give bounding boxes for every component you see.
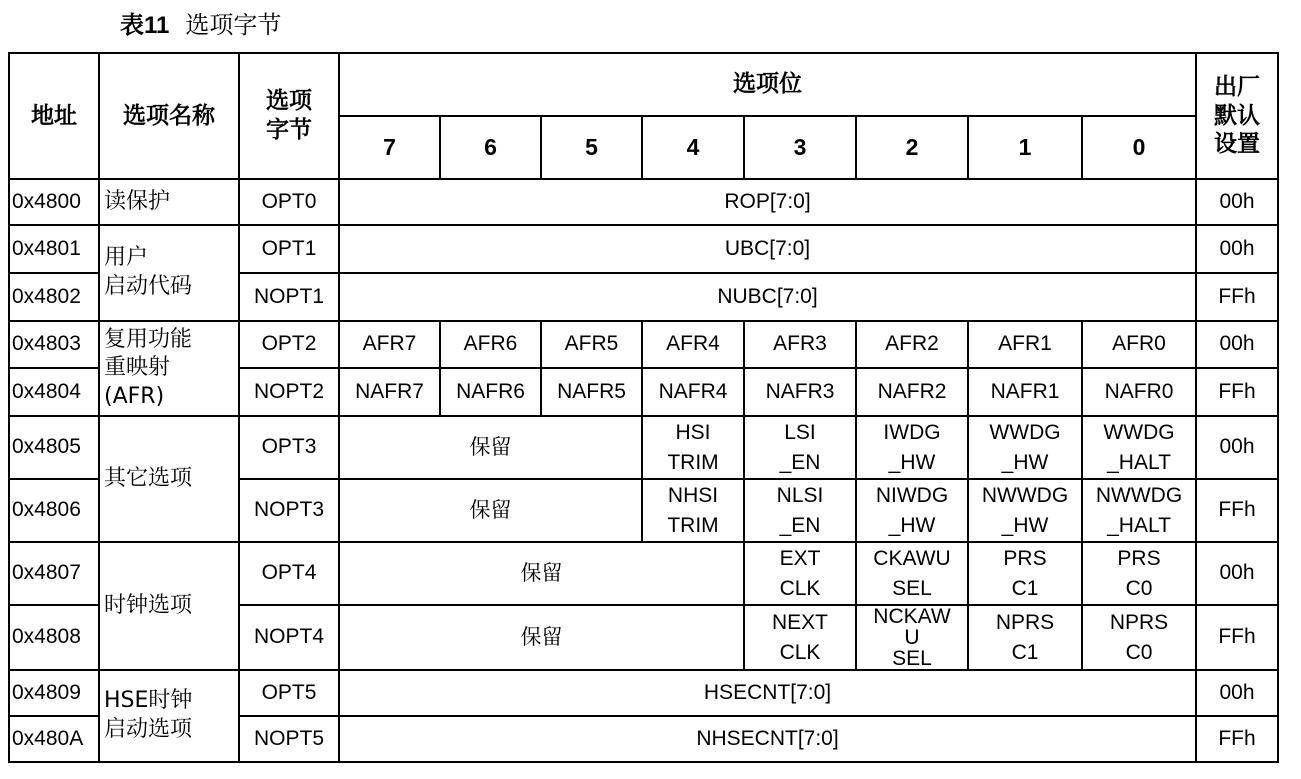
header-factory-default: 出厂 默认 设置 bbox=[1196, 53, 1278, 179]
table-number: 表11 bbox=[120, 12, 170, 39]
default-value-cell: FFh bbox=[1196, 273, 1278, 321]
option-name-clock: 时钟选项 bbox=[99, 542, 239, 670]
default-value-cell: 00h bbox=[1196, 670, 1278, 716]
default-value-cell: 00h bbox=[1196, 321, 1278, 368]
bit-cell: PRS C1 bbox=[968, 542, 1082, 605]
reserved-cell: 保留 bbox=[339, 479, 642, 542]
option-name-ubc: 用户 启动代码 bbox=[99, 225, 239, 321]
option-value-cell: HSECNT[7:0] bbox=[339, 670, 1196, 716]
option-value-cell: NHSECNT[7:0] bbox=[339, 716, 1196, 762]
address-cell: 0x4808 bbox=[9, 605, 99, 670]
default-value-cell: FFh bbox=[1196, 605, 1278, 670]
address-cell: 0x4809 bbox=[9, 670, 99, 716]
default-value-cell: 00h bbox=[1196, 225, 1278, 273]
bit-cell: AFR3 bbox=[744, 321, 856, 368]
header-bit-5: 5 bbox=[541, 116, 642, 179]
option-byte-cell: OPT4 bbox=[239, 542, 339, 605]
address-cell: 0x4807 bbox=[9, 542, 99, 605]
address-cell: 0x4803 bbox=[9, 321, 99, 368]
reserved-cell: 保留 bbox=[339, 605, 744, 670]
option-value-cell: UBC[7:0] bbox=[339, 225, 1196, 273]
option-name-other: 其它选项 bbox=[99, 416, 239, 542]
option-value-cell: ROP[7:0] bbox=[339, 179, 1196, 225]
header-option-byte: 选项 字节 bbox=[239, 53, 339, 179]
bit-cell: AFR5 bbox=[541, 321, 642, 368]
address-cell: 0x480A bbox=[9, 716, 99, 762]
bit-cell: AFR7 bbox=[339, 321, 440, 368]
header-bit-2: 2 bbox=[856, 116, 968, 179]
header-bit-0: 0 bbox=[1082, 116, 1196, 179]
bit-cell: CKAWU SEL bbox=[856, 542, 968, 605]
option-byte-cell: NOPT2 bbox=[239, 368, 339, 416]
address-cell: 0x4801 bbox=[9, 225, 99, 273]
header-bit-6: 6 bbox=[440, 116, 541, 179]
header-option-name: 选项名称 bbox=[99, 53, 239, 179]
bit-cell: NPRS C0 bbox=[1082, 605, 1196, 670]
bit-cell: NAFR6 bbox=[440, 368, 541, 416]
option-byte-cell: OPT5 bbox=[239, 670, 339, 716]
bit-cell: IWDG _HW bbox=[856, 416, 968, 479]
header-bit-4: 4 bbox=[642, 116, 744, 179]
bit-cell: NAFR2 bbox=[856, 368, 968, 416]
bit-cell: WWDG _HALT bbox=[1082, 416, 1196, 479]
option-value-cell: NUBC[7:0] bbox=[339, 273, 1196, 321]
bit-cell: NHSI TRIM bbox=[642, 479, 744, 542]
bit-cell: NWWDG _HALT bbox=[1082, 479, 1196, 542]
bit-cell: PRS C0 bbox=[1082, 542, 1196, 605]
bit-cell: NAFR3 bbox=[744, 368, 856, 416]
default-value-cell: 00h bbox=[1196, 179, 1278, 225]
default-value-cell: 00h bbox=[1196, 542, 1278, 605]
bit-cell: NAFR1 bbox=[968, 368, 1082, 416]
address-cell: 0x4804 bbox=[9, 368, 99, 416]
bit-cell: NAFR0 bbox=[1082, 368, 1196, 416]
bit-cell: NIWDG _HW bbox=[856, 479, 968, 542]
option-byte-cell: OPT3 bbox=[239, 416, 339, 479]
option-byte-cell: NOPT3 bbox=[239, 479, 339, 542]
default-value-cell: FFh bbox=[1196, 716, 1278, 762]
option-byte-cell: OPT0 bbox=[239, 179, 339, 225]
bit-cell: AFR2 bbox=[856, 321, 968, 368]
default-value-cell: FFh bbox=[1196, 368, 1278, 416]
bit-cell: HSI TRIM bbox=[642, 416, 744, 479]
address-cell: 0x4805 bbox=[9, 416, 99, 479]
option-byte-cell: NOPT5 bbox=[239, 716, 339, 762]
header-option-bits: 选项位 bbox=[339, 53, 1196, 116]
option-name-hse: HSE时钟 启动选项 bbox=[99, 670, 239, 762]
bit-cell: AFR1 bbox=[968, 321, 1082, 368]
header-address: 地址 bbox=[9, 53, 99, 179]
reserved-cell: 保留 bbox=[339, 416, 642, 479]
option-byte-cell: OPT2 bbox=[239, 321, 339, 368]
bit-cell: NAFR7 bbox=[339, 368, 440, 416]
option-bytes-table bbox=[8, 52, 1279, 763]
bit-cell: NWWDG _HW bbox=[968, 479, 1082, 542]
option-byte-cell: NOPT1 bbox=[239, 273, 339, 321]
bit-cell: NCKAW U SEL bbox=[856, 605, 968, 670]
option-byte-cell: NOPT4 bbox=[239, 605, 339, 670]
bit-cell: AFR4 bbox=[642, 321, 744, 368]
header-bit-3: 3 bbox=[744, 116, 856, 179]
bit-cell: EXT CLK bbox=[744, 542, 856, 605]
bit-cell: LSI _EN bbox=[744, 416, 856, 479]
header-bit-7: 7 bbox=[339, 116, 440, 179]
option-name-rop: 读保护 bbox=[99, 179, 239, 225]
bit-cell: AFR6 bbox=[440, 321, 541, 368]
table-title: 选项字节 bbox=[185, 11, 282, 39]
bit-cell: WWDG _HW bbox=[968, 416, 1082, 479]
bit-cell: NAFR4 bbox=[642, 368, 744, 416]
header-bit-1: 1 bbox=[968, 116, 1082, 179]
bit-cell: AFR0 bbox=[1082, 321, 1196, 368]
reserved-cell: 保留 bbox=[339, 542, 744, 605]
table-caption bbox=[120, 8, 281, 42]
address-cell: 0x4800 bbox=[9, 179, 99, 225]
option-byte-cell: OPT1 bbox=[239, 225, 339, 273]
address-cell: 0x4802 bbox=[9, 273, 99, 321]
bit-cell: NEXT CLK bbox=[744, 605, 856, 670]
default-value-cell: 00h bbox=[1196, 416, 1278, 479]
bit-cell: NLSI _EN bbox=[744, 479, 856, 542]
default-value-cell: FFh bbox=[1196, 479, 1278, 542]
bit-cell: NAFR5 bbox=[541, 368, 642, 416]
option-name-afr: 复用功能 重映射 (AFR) bbox=[99, 321, 239, 416]
bit-cell: NPRS C1 bbox=[968, 605, 1082, 670]
address-cell: 0x4806 bbox=[9, 479, 99, 542]
